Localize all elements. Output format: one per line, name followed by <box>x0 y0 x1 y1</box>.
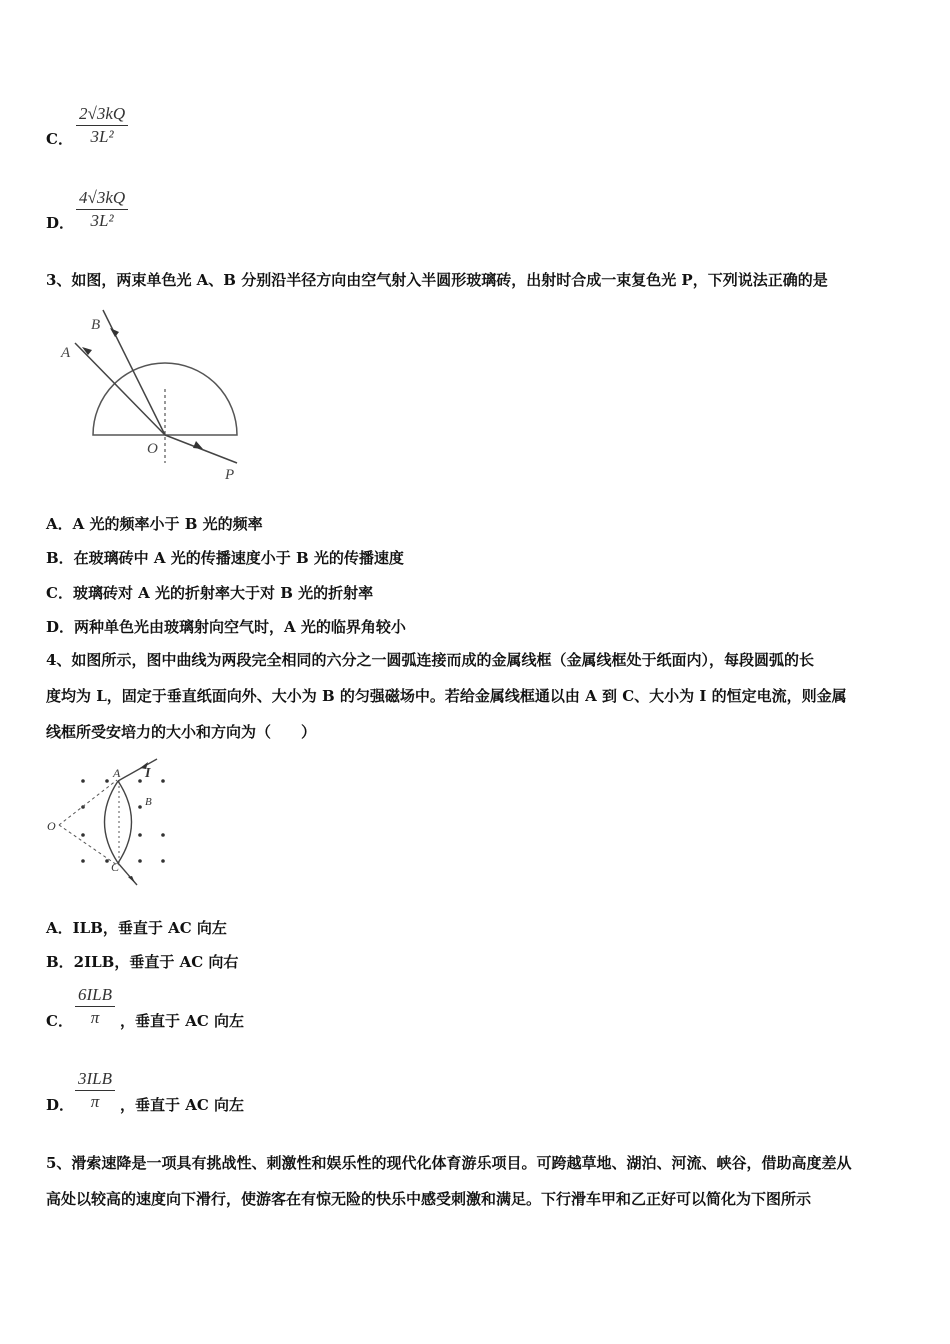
arc-left <box>105 781 119 863</box>
q4-option-c-letter: C． <box>46 1012 73 1030</box>
q3-option-c: C．玻璃砖对 A 光的折射率大于对 B 光的折射率 <box>46 584 374 602</box>
q4-option-b: B．2ILB，垂直于 AC 向右 <box>46 953 239 971</box>
label-b: B <box>91 317 101 333</box>
q4-stem-line2: 度均为 L，固定于垂直纸面向外、大小为 B 的匀强磁场中。若给金属线框通以由 A 到 C、大小为 I 的恒定电流，则金属 <box>46 687 847 705</box>
q4-stem-line1: 4、如图所示，图中曲线为两段完全相同的六分之一圆弧连接而成的金属线框（金属线框处于纸面内），每段圆弧的长 <box>46 651 814 669</box>
q4-option-d-numerator: 3ILB <box>78 1069 112 1088</box>
q4-option-c-suffix: ，垂直于 AC 向左 <box>120 1012 245 1030</box>
q4-stem-line3: 线框所受安培力的大小和方向为（ ） <box>46 723 317 741</box>
q3-option-d: D．两种单色光由玻璃射向空气时，A 光的临界角较小 <box>46 618 406 636</box>
label-c: C <box>111 860 120 874</box>
q4-option-c-numerator: 6ILB <box>78 985 112 1004</box>
q3-stem: 3、如图，两束单色光 A、B 分别沿半径方向由空气射入半圆形玻璃砖，出射时合成一束复色光 P，下列说法正确的是 <box>46 271 828 289</box>
label-a: A <box>113 766 121 780</box>
q4-option-a: A．ILB，垂直于 AC 向左 <box>46 919 227 937</box>
label-b: B <box>145 796 152 808</box>
q5-line1: 5、滑索速降是一项具有挑战性、刺激性和娱乐性的现代化体育游乐项目。可跨越草地、湖泊、河流、峡谷，借助高度差从 <box>46 1154 852 1172</box>
q5-line2: 高处以较高的速度向下滑行，使游客在有惊无险的快乐中感受刺激和满足。下行滑车甲和乙正好可以简化为下图所示 <box>46 1190 812 1208</box>
current-out-arrow <box>128 876 135 883</box>
ray-a <box>75 343 165 435</box>
q2-option-c-letter: C． <box>46 130 73 148</box>
q4-option-d-suffix: ，垂直于 AC 向左 <box>120 1096 245 1114</box>
q2-option-d-numerator: 4√3kQ <box>79 188 126 207</box>
q3-option-a: A．A 光的频率小于 B 光的频率 <box>46 515 263 533</box>
q4-option-c-fraction <box>75 985 115 1028</box>
q2-option-d-fraction <box>76 188 128 231</box>
q3-figure-semicircle-glass <box>55 305 250 485</box>
q2-option-c-fraction <box>76 104 128 147</box>
label-o: O <box>147 441 158 457</box>
label-p: P <box>225 467 235 483</box>
label-a: A <box>61 345 71 361</box>
q4-option-d-letter: D． <box>46 1096 75 1114</box>
q2-option-c-numerator: 2√3kQ <box>79 104 126 123</box>
ray-b-arrow <box>110 328 119 337</box>
q2-option-d-letter: D． <box>46 214 75 232</box>
q4-figure-arc-frame <box>45 755 180 890</box>
ray-p-arrow <box>193 441 203 449</box>
q2-option-d-denominator: 3L² <box>90 211 114 230</box>
ray-b <box>103 310 165 435</box>
q4-option-d-denominator: π <box>90 1092 100 1111</box>
q2-option-c-denominator: 3L² <box>90 127 114 146</box>
q4-option-d-fraction <box>75 1069 115 1112</box>
ray-p <box>165 435 237 463</box>
semicircle-glass-outline <box>93 363 237 435</box>
magnetic-field-dots <box>81 779 165 863</box>
label-i: I <box>145 766 151 781</box>
q4-option-c-denominator: π <box>90 1008 100 1027</box>
arc-right <box>118 781 132 863</box>
q3-option-b: B．在玻璃砖中 A 光的传播速度小于 B 光的传播速度 <box>46 549 404 567</box>
label-o: O <box>47 819 56 833</box>
